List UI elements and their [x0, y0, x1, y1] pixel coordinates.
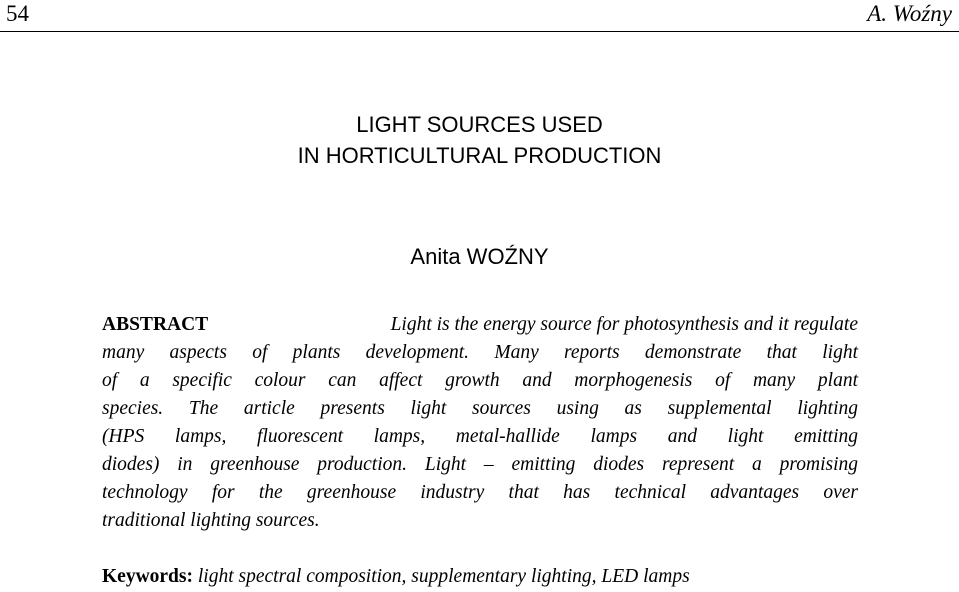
abstract-text-line: many aspects of plants development. Many reports demonstrate that light: [102, 342, 858, 363]
running-author: A. Woźny: [867, 1, 952, 26]
abstract-text-line: of a specific colour can affect growth and morphogenesis of many plant: [102, 370, 858, 391]
abstract-text-line: technology for the greenhouse industry that has technical advantages over: [102, 482, 858, 503]
abstract-text-line: (HPS lamps, fluorescent lamps, metal-hallide lamps and light emitting: [102, 426, 858, 447]
keywords: [102, 563, 690, 591]
page-number: 54: [6, 1, 29, 26]
abstract: [102, 311, 858, 535]
keywords-text: light spectral composition, supplementary lighting, LED lamps: [197, 566, 690, 587]
paper-title-line-1: LIGHT SOURCES USED: [356, 112, 603, 137]
running-header: [0, 0, 959, 32]
paper-title-line-2: IN HORTICULTURAL PRODUCTION: [297, 143, 662, 168]
abstract-line-1: [102, 311, 858, 339]
abstract-text-line: Light is the energy source for photosynthesis and it regulate: [390, 314, 858, 335]
abstract-label: ABSTRACT: [102, 314, 209, 335]
paper-author: Anita WOŹNY: [410, 244, 549, 269]
keywords-label: Keywords:: [102, 566, 193, 587]
abstract-text-line: species. The article presents light sources using as supplemental lighting: [102, 398, 858, 419]
abstract-text-line: diodes) in greenhouse production. Light – emitting diodes represent a promising: [102, 454, 858, 475]
abstract-text-line: traditional lighting sources.: [102, 510, 320, 531]
